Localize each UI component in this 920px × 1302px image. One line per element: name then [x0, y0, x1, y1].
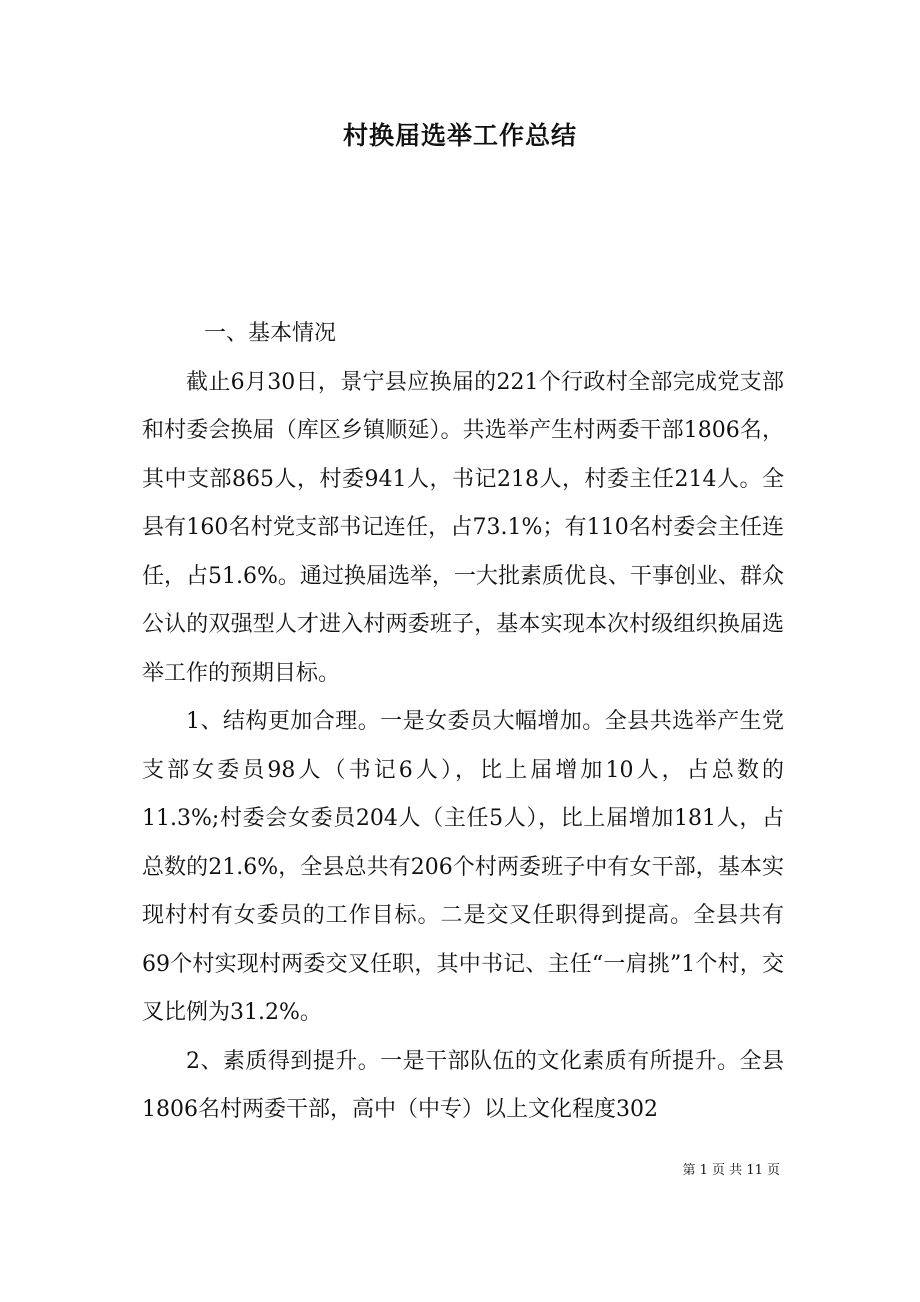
page-number: 第 1 页 共 11 页: [682, 1163, 780, 1178]
document-title: 村换届选举工作总结: [342, 121, 577, 150]
document-body: [142, 310, 784, 1135]
paragraph-basic-situation: 截止6月30日，景宁县应换届的221个行政村全部完成党支部和村委会换届（库区乡镇顺延）。共选举产生村两委干部1806名，其中支部865人，村委941人，书记218人，村委主任214人。全县有160名村党支部书记连任，占73.1%；有110名村委会主任连任，占51.6%。通过换届选举，一大批素质优良、干事创业、群众公认的双强型人才进入村两委班子，基本实现本次村级组织换届选举工作的预期目标。: [142, 369, 784, 686]
paragraph-structure: 1、结构更加合理。一是女委员大幅增加。全县共选举产生党支部女委员98人（书记6人），比上届增加10人，占总数的11.3%;村委会女委员204人（主任5人），比上届增加181人，占总数的21.6%，全县总共有206个村两委班子中有女干部，基本实现村村有女委员的工作目标。二是交叉任职得到提高。全县共有69个村实现村两委交叉任职，其中书记、主任“一肩挑”1个村，交叉比例为31.2%。: [142, 709, 784, 1025]
paragraph-quality: 2、素质得到提升。一是干部队伍的文化素质有所提升。全县1806名村两委干部，高中（中专）以上文化程度302: [142, 1048, 784, 1122]
section-heading: 一、基本情况: [204, 321, 337, 346]
